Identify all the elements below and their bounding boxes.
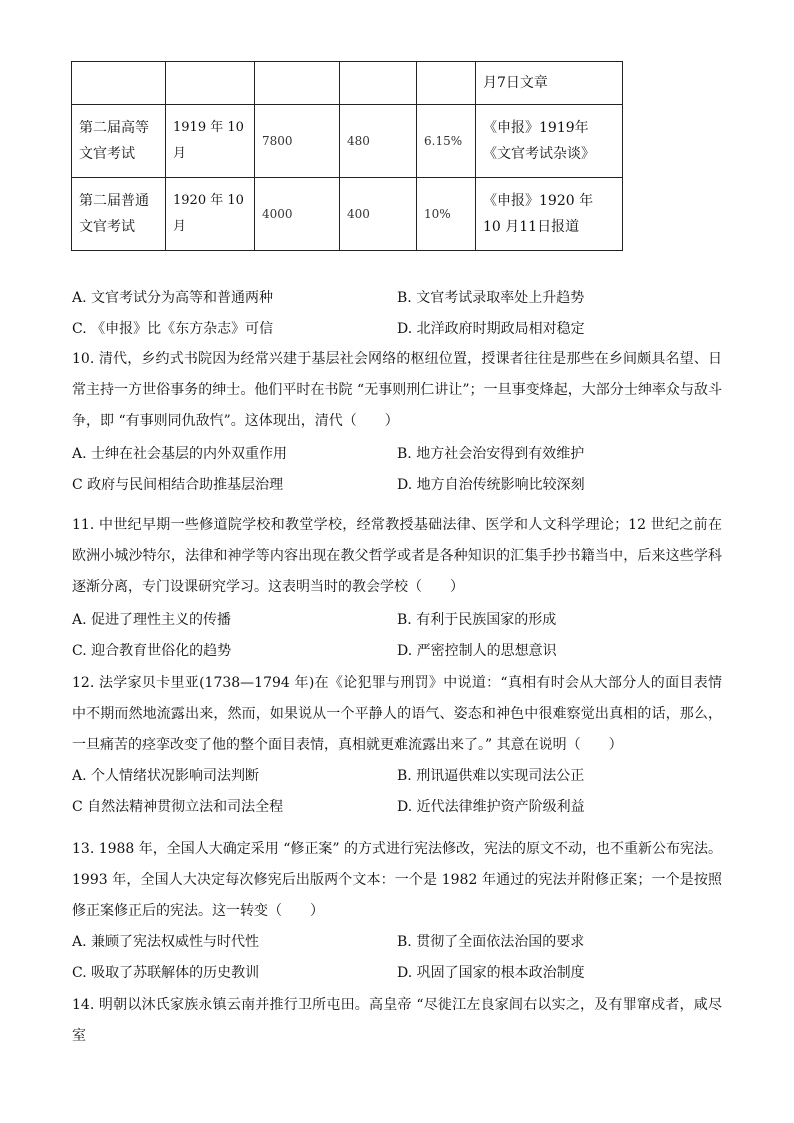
table-cell: 第二届普通文官考试 — [72, 178, 166, 251]
q12-option-a: A. 个人情绪状况影响司法判断 — [72, 768, 260, 784]
table-cell: 7800 — [255, 105, 340, 178]
table-cell: 《申报》1919年《文官考试杂谈》 — [476, 105, 623, 178]
table-row — [72, 62, 623, 105]
table-cell: 6.15% — [417, 105, 476, 178]
q13-option-d: D. 巩固了国家的根本政治制度 — [397, 965, 585, 981]
table-cell: 4000 — [255, 178, 340, 251]
q11-option-b: B. 有利于民族国家的形成 — [397, 612, 557, 628]
q13-option-c: C. 吸取了苏联解体的历史教训 — [72, 965, 260, 981]
q10-option-d: D. 地方自治传统影响比较深刻 — [397, 477, 585, 493]
q14-stem: 14. 明朝以沐氏家族永镇云南并推行卫所屯田。高皇帝 “尽徙江左良家闾右以实之，及有罪窜戍者，咸尽室 — [72, 997, 722, 1044]
q10-option-b: B. 地方社会治安得到有效维护 — [397, 446, 585, 462]
table-row — [72, 178, 623, 251]
q12-option-c: C 自然法精神贯彻立法和司法全程 — [72, 799, 284, 815]
table-cell — [417, 62, 476, 105]
q12-option-b: B. 刑讯逼供难以实现司法公正 — [397, 768, 585, 784]
table-cell — [340, 62, 417, 105]
q11-stem: 11. 中世纪早期一些修道院学校和教堂学校，经常教授基础法律、医学和人文科学理论；12 世纪之前在欧洲小城沙特尔，法律和神学等内容出现在教父哲学或者是各种知识的汇集手抄书籍当中，后来这些学科逐渐分离，专门设课研究学习。这表明当时的教会学校（ ） — [72, 517, 722, 595]
table-cell — [72, 62, 166, 105]
q11-option-d: D. 严密控制人的思想意识 — [397, 643, 557, 659]
table-cell: 第二届高等文官考试 — [72, 105, 166, 178]
table-cell: 480 — [340, 105, 417, 178]
table-cell: 1919 年 10 月 — [166, 105, 255, 178]
q13-option-b: B. 贯彻了全面依法治国的要求 — [397, 934, 585, 950]
table-cell — [255, 62, 340, 105]
q9-option-d: D. 北洋政府时期政局相对稳定 — [397, 321, 585, 337]
table-cell: 1920 年 10 月 — [166, 178, 255, 251]
q9-option-b: B. 文官考试录取率处上升趋势 — [397, 290, 585, 306]
q12-option-d: D. 近代法律维护资产阶级利益 — [397, 799, 585, 815]
q10-stem: 10. 清代，乡约式书院因为经常兴建于基层社会网络的枢纽位置，授课者往往是那些在乡间颇具名望、日常主持一方世俗事务的绅士。他们平时在书院 “无事则刑仁讲让”；一旦事变烽起，大部分士绅率众与敌斗争，即 “有事则同仇敌忾”。这体现出，清代（ ） — [72, 351, 722, 429]
exam-data-table — [71, 61, 623, 251]
q11-option-a: A. 促进了理性主义的传播 — [72, 612, 232, 628]
table-cell: 400 — [340, 178, 417, 251]
q11-option-c: C. 迎合教育世俗化的趋势 — [72, 643, 232, 659]
q12-stem: 12. 法学家贝卡里亚(1738—1794 年)在《论犯罪与刑罚》中说道：“真相有时会从大部分人的面目表情中不期而然地流露出来，然而，如果说从一个平静人的语气、姿态和神色中很难察觉出真相的话，那么，一旦痛苦的痉挛改变了他的整个面目表情，真相就更难流露出来了。” 其意在说明（ ） — [72, 675, 722, 753]
q13-stem: 13. 1988 年，全国人大确定采用 “修正案” 的方式进行宪法修改，宪法的原文不动，也不重新公布宪法。1993 年，全国人大决定每次修宪后出版两个文本：一个是 1982 年通过的宪法并附修正案；一个是按照修正案修正后的宪法。这一转变（ ） — [72, 841, 723, 919]
q9-option-c: C. 《申报》比《东方杂志》可信 — [72, 321, 274, 337]
table-cell: 10% — [417, 178, 476, 251]
q13-option-a: A. 兼顾了宪法权威性与时代性 — [72, 934, 260, 950]
table-cell — [166, 62, 255, 105]
table-row — [72, 105, 623, 178]
q9-option-a: A. 文官考试分为高等和普通两种 — [72, 290, 274, 306]
table-cell: 月7日文章 — [476, 62, 623, 105]
q10-option-c: C 政府与民间相结合助推基层治理 — [72, 477, 284, 493]
table-cell: 《申报》1920 年 10 月11日报道 — [476, 178, 623, 251]
q10-option-a: A. 士绅在社会基层的内外双重作用 — [72, 446, 288, 462]
